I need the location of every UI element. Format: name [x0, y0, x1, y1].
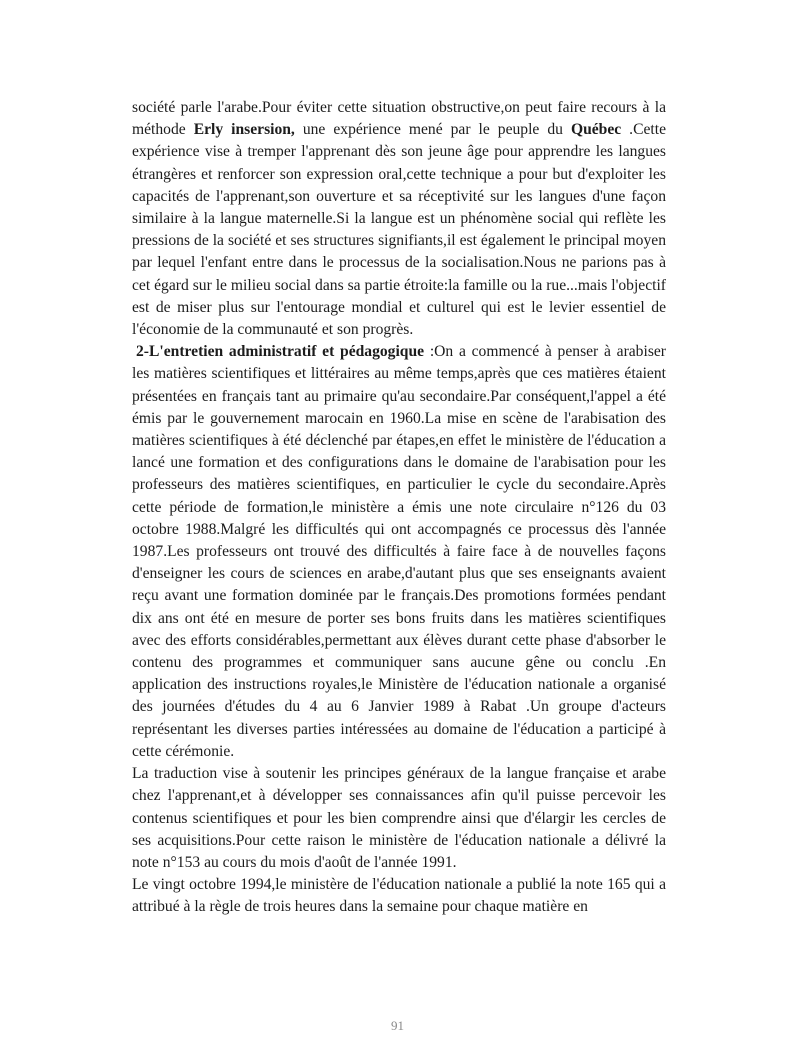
term-erly-insersion: Erly insersion,	[193, 121, 295, 139]
text-run: société parle l'arabe.Pour éviter cette situation obstructive,on peut faire recours à la méthode	[132, 99, 666, 139]
text-run: :On a commencé à penser à arabiser les matières scientifiques et littéraires au même temps,après que ces matières étaient présentées en français tant au primaire qu'au secondaire.Par conséquent,l'appel a été émis par le gouvernement marocain en 1960.La mise en scène de l'arabisation des matières scientifiques à été déclenché par étapes,en effet le ministère de l'éducation a lancé une formation et des configurations dans le domaine de l'arabisation pour les professeurs des matières scientifiques, en particulier le cycle du secondaire.Après cette période de formation,le ministère a émis une note circulaire n°126 du 03 octobre 1988.Malgré les difficultés qui ont accompagnés ce processus dès l'année 1987.Les professeurs ont trouvé des difficultés à faire face à de nouvelles façons d'enseigner les cours de sciences en arabe,d'autant plus que ses enseignants avaient reçu avant une formation dominée par le français.Des promotions formées pendant dix ans ont été en mesure de porter ses bons fruits dans les matières scientifiques avec des efforts considérables,permettant aux élèves durant cette phase d'absorber le contenu des programmes et communiquer sans aucune gêne ou conclu .En application des instructions royales,le Ministère de l'éducation nationale a organisé des journées d'études du 4 au 6 Janvier 1989 à Rabat .Un groupe d'acteurs représentant les diverses parties intéressées au domaine de l'éducation a participé à cette cérémonie.	[132, 343, 666, 760]
paragraph	[132, 341, 666, 763]
term-quebec: Québec	[570, 121, 622, 139]
paragraph	[132, 763, 666, 874]
section-heading: 2-L'entretien administratif et pédagogique	[136, 343, 425, 361]
page-body	[132, 97, 666, 919]
text-run: .Cette expérience vise à tremper l'apprenant dès son jeune âge pour apprendre les langues étrangères et renforcer son expression oral,cette technique a pour but d'exploiter les capacités de l'apprenant,son ouverture et sa réceptivité sur les langues d'une façon similaire à la langue maternelle.Si la langue est un phénomène social qui reflète les pressions de la société et ses structures signifiants,il est également le principal moyen par lequel l'enfant entre dans le processus de la socialisation.Nous ne parions pas à cet égard sur le milieu social dans sa partie étroite:la famille ou la rue...mais l'objectif est de miser plus sur l'entourage mondial et culturel qui est le levier essentiel de l'économie de la communauté et son progrès.	[132, 121, 666, 339]
page-number: 91	[391, 1018, 404, 1033]
text-run: La traduction vise à soutenir les principes généraux de la langue française et arabe chez l'apprenant,et à développer ses connaissances afin qu'il puisse percevoir les contenus scientifiques et pour les bien comprendre ainsi que d'élargir les cercles de ses acquisitions.Pour cette raison le ministère de l'éducation nationale a délivré la note n°153 au cours du mois d'août de l'année 1991.	[132, 765, 666, 871]
text-run: Le vingt octobre 1994,le ministère de l'éducation nationale a publié la note 165 qui a attribué à la règle de trois heures dans la semaine pour chaque matière en	[132, 876, 666, 916]
paragraph	[132, 97, 666, 341]
paragraph	[132, 874, 666, 918]
text-run: une expérience mené par le peuple du	[294, 121, 571, 139]
